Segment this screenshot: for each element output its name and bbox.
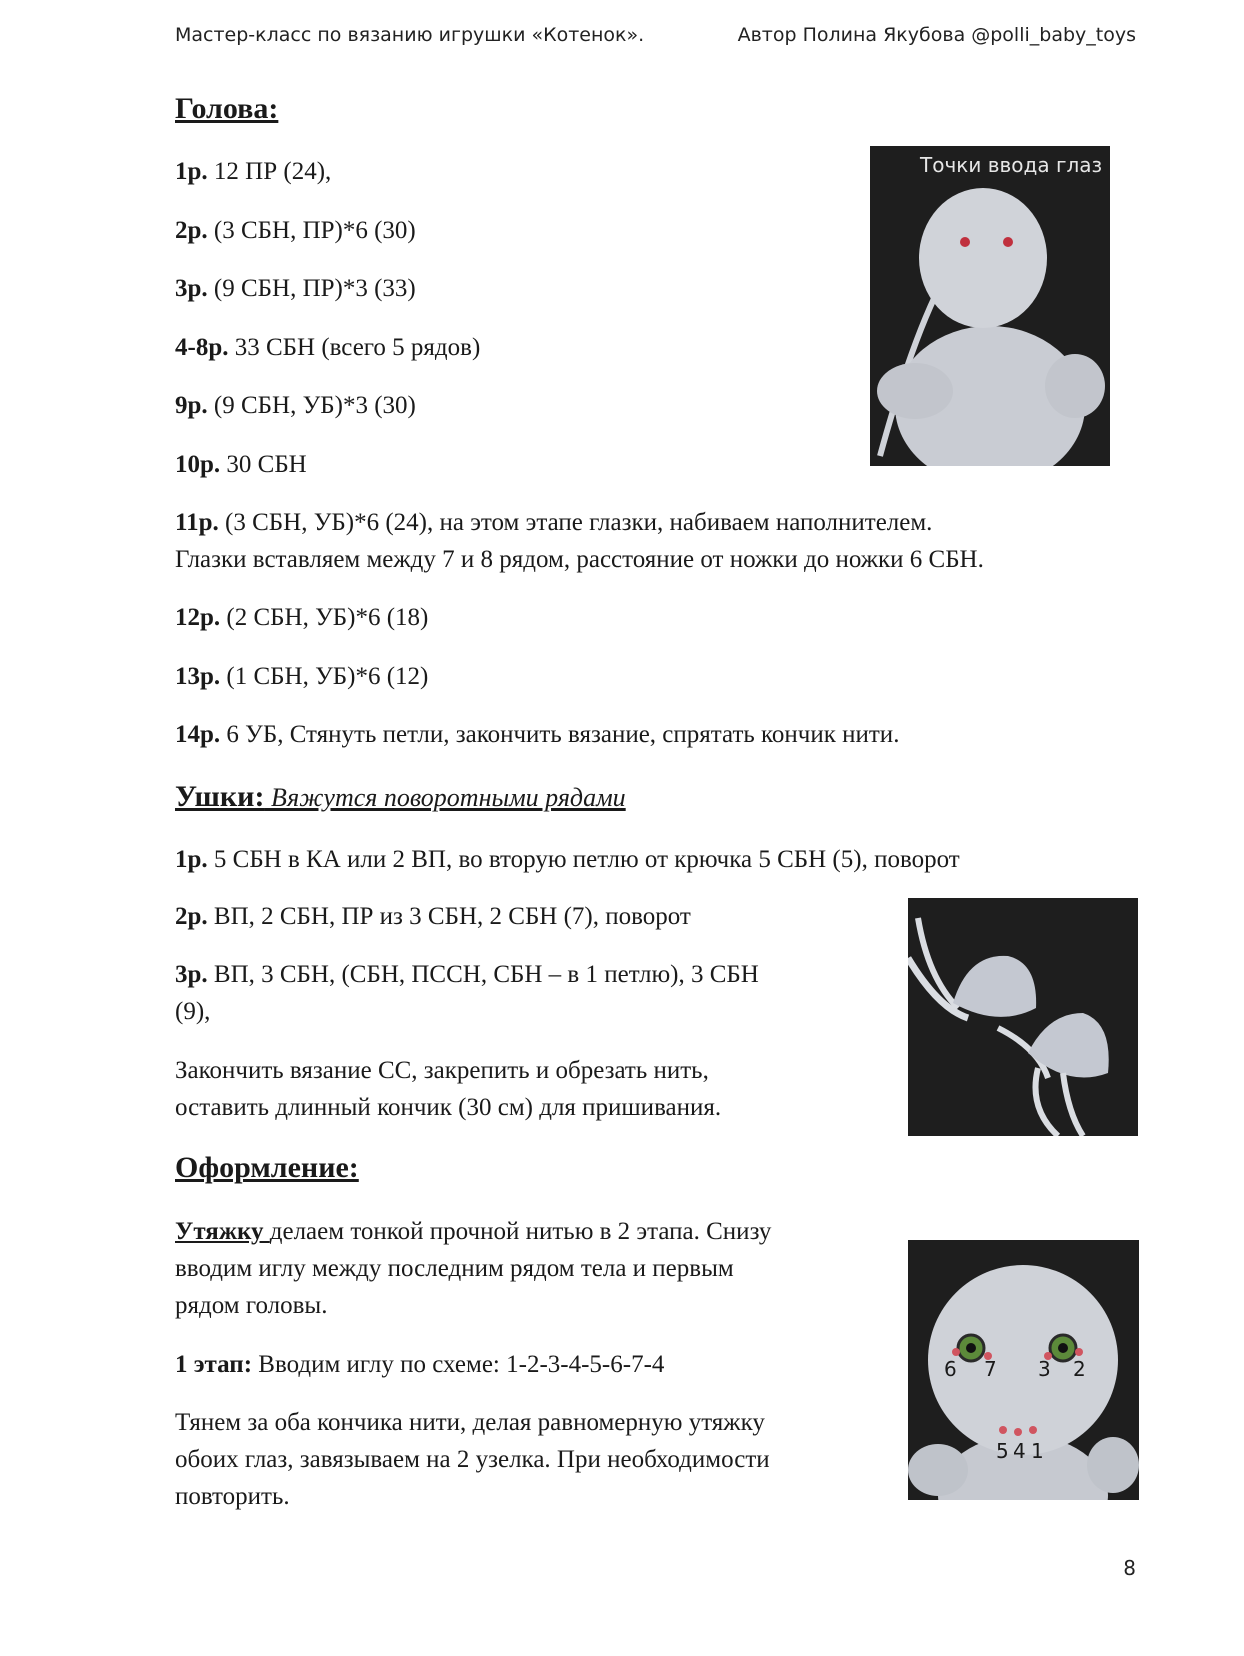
point-label-7: 7 <box>984 1357 997 1381</box>
row-10 <box>175 446 307 483</box>
row-text: Глазки вставляем между 7 и 8 рядом, расстояние от ножки до ножки 6 СБН. <box>175 546 984 573</box>
row-label: 12р. <box>175 604 221 631</box>
row-text: (1 СБН, УБ)*6 (12) <box>220 663 429 690</box>
photo-eye-points <box>870 146 1110 466</box>
row-text: (2 СБН, УБ)*6 (18) <box>220 604 429 631</box>
section-title-ears <box>175 780 626 814</box>
photo-caption: Точки ввода глаз <box>920 153 1103 177</box>
point-label-2: 2 <box>1073 1357 1086 1381</box>
page-number: 8 <box>1123 1556 1136 1580</box>
row-text: (9 СБН, ПР)*3 (33) <box>207 275 416 302</box>
point-label-1: 1 <box>1031 1439 1044 1463</box>
design-keyword: Утяжку <box>175 1218 270 1245</box>
ears-finish-line-2: оставить длинный кончик (30 см) для пришивания. <box>175 1094 722 1121</box>
row-4-8 <box>175 329 480 366</box>
header-author: Автор Полина Якубова @polli_baby_toys <box>737 24 1136 46</box>
row-text: 5 СБН в КА или 2 ВП, во вторую петлю от крючка 5 СБН (5), поворот <box>207 846 960 873</box>
row-text: ВП, 2 СБН, ПР из 3 СБН, 2 СБН (7), поворот <box>207 903 691 930</box>
row-label: 2р. <box>175 903 208 930</box>
photo-eye-scheme <box>908 1240 1139 1500</box>
ears-row-3-continued <box>175 993 210 1030</box>
header-title: Мастер-класс по вязанию игрушки «Котенок». <box>175 24 645 46</box>
row-label: 1р. <box>175 846 208 873</box>
design-paragraph-line-1 <box>175 1213 771 1250</box>
row-label: 14р. <box>175 721 221 748</box>
row-text: (3 СБН, УБ)*6 (24), на этом этапе глазки, набиваем наполнителем. <box>218 509 933 536</box>
row-text: (9 СБН, УБ)*3 (30) <box>207 392 416 419</box>
design-paragraph-3-line-2: обоих глаз, завязываем на 2 узелка. При необходимости <box>175 1446 770 1473</box>
section-title-head: Голова: <box>175 92 279 125</box>
design-step-1 <box>175 1346 664 1383</box>
ears-finish-line-1: Закончить вязание СС, закрепить и обрезать нить, <box>175 1057 709 1084</box>
row-12 <box>175 599 428 636</box>
ears-subtitle: Вяжутся поворотными рядами <box>264 783 626 812</box>
row-label: 3р. <box>175 961 208 988</box>
point-label-5: 5 <box>996 1439 1009 1463</box>
design-text: делаем тонкой прочной нитью в 2 этапа. Снизу <box>269 1218 772 1245</box>
row-9 <box>175 387 416 424</box>
design-paragraph-line-3: рядом головы. <box>175 1292 328 1319</box>
step-text: Вводим иглу по схеме: 1-2-3-4-5-6-7-4 <box>252 1351 665 1378</box>
point-label-3: 3 <box>1038 1357 1051 1381</box>
ears-row-1 <box>175 841 960 878</box>
row-text: 12 ПР (24), <box>207 158 332 185</box>
row-text: 6 УБ, Стянуть петли, закончить вязание, спрятать кончик нити. <box>220 721 900 748</box>
row-13 <box>175 658 428 695</box>
row-label: 13р. <box>175 663 221 690</box>
row-1 <box>175 153 331 190</box>
point-label-6: 6 <box>944 1357 957 1381</box>
row-text: 30 СБН <box>220 451 307 478</box>
ears-title: Ушки: <box>175 780 265 813</box>
row-text: (3 СБН, ПР)*6 (30) <box>207 217 416 244</box>
row-text: 33 СБН (всего 5 рядов) <box>228 334 481 361</box>
row-text: (9), <box>175 998 211 1025</box>
row-2 <box>175 212 416 249</box>
row-label: 2р. <box>175 217 208 244</box>
row-label: 4-8р. <box>175 334 229 361</box>
ears-row-2 <box>175 898 691 935</box>
row-label: 11р. <box>175 509 219 536</box>
step-label: 1 этап: <box>175 1351 253 1378</box>
row-label: 9р. <box>175 392 208 419</box>
section-title-design: Оформление: <box>175 1151 359 1184</box>
row-11-continued <box>175 541 984 578</box>
row-3 <box>175 270 416 307</box>
point-label-4: 4 <box>1013 1439 1026 1463</box>
design-paragraph-3-line-1: Тянем за оба кончика нити, делая равномерную утяжку <box>175 1409 765 1436</box>
row-text: ВП, 3 СБН, (СБН, ПССН, СБН – в 1 петлю), 3 СБН <box>207 961 759 988</box>
design-paragraph-line-2: вводим иглу между последним рядом тела и первым <box>175 1255 734 1282</box>
photo-ears <box>908 898 1138 1136</box>
ears-row-3 <box>175 956 759 993</box>
row-14 <box>175 716 899 753</box>
row-label: 10р. <box>175 451 221 478</box>
design-paragraph-3-line-3: повторить. <box>175 1483 290 1510</box>
row-label: 1р. <box>175 158 208 185</box>
row-11 <box>175 504 932 541</box>
row-label: 3р. <box>175 275 208 302</box>
